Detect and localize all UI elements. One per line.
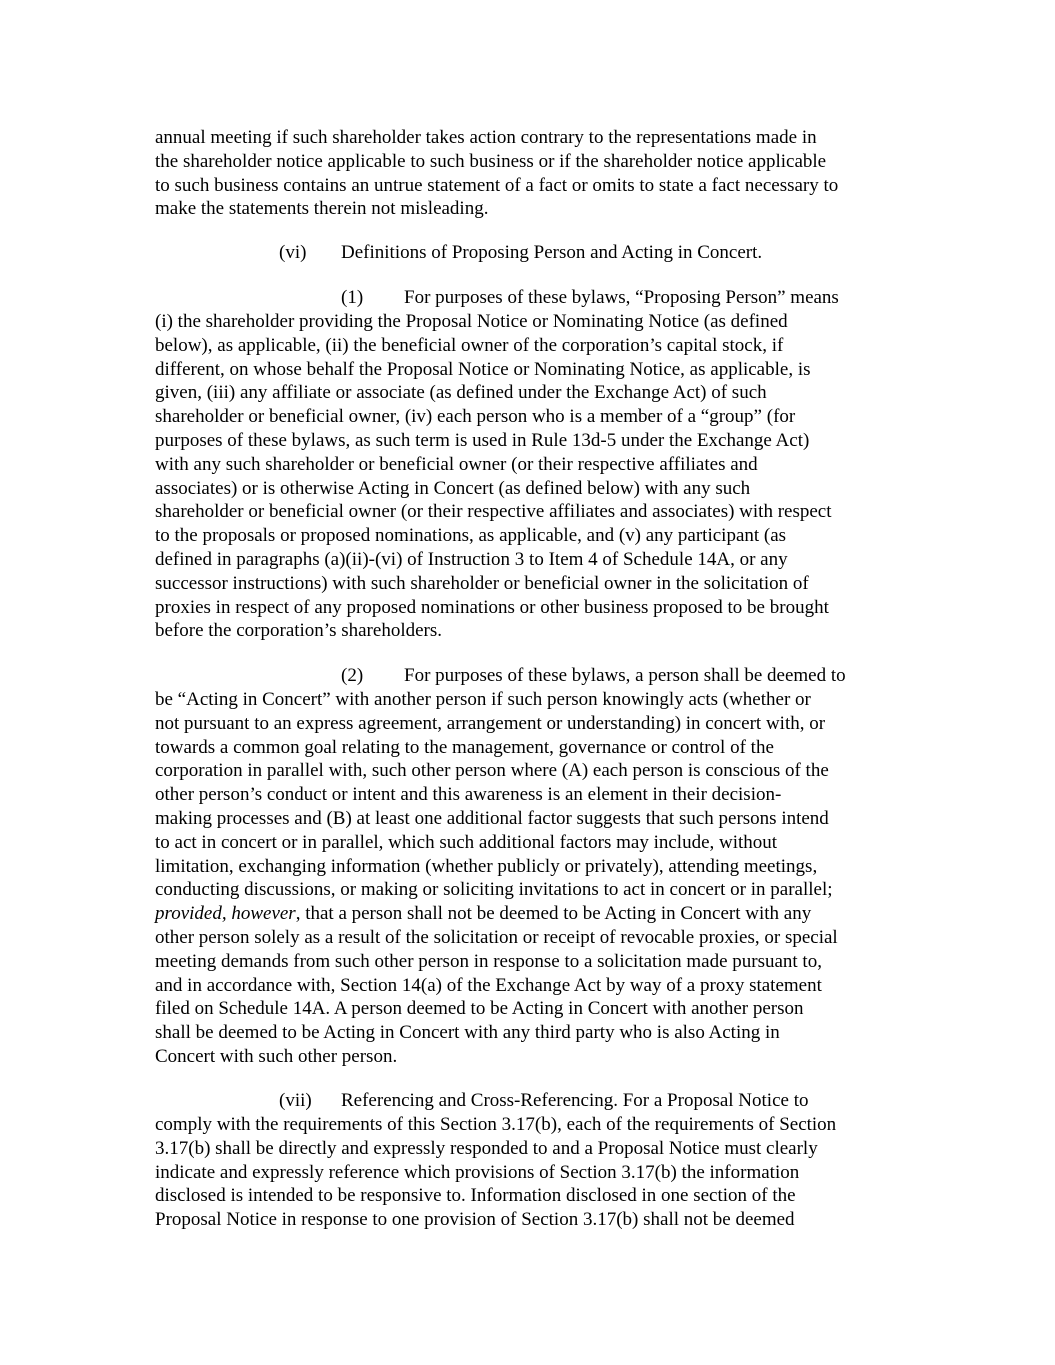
text-line: make the statements therein not misleading. — [155, 198, 489, 220]
section-vi-number: (vi) — [279, 242, 307, 263]
section-vii-paragraph — [155, 1113, 915, 1232]
text-line: below), as applicable, (ii) the beneficial owner of the corporation’s capital stock, if — [155, 334, 784, 356]
text-line: be “Acting in Concert” with another person if such person knowingly acts (whether or — [155, 689, 811, 710]
text-line: Concert with such other person. — [155, 1045, 398, 1067]
sub-2-number: (2) — [341, 665, 364, 686]
text-line: with any such shareholder or beneficial owner (or their respective affiliates and — [155, 453, 758, 475]
section-vi-title: Definitions of Proposing Person and Acting in Concert. — [341, 242, 763, 263]
sub-1-paragraph — [155, 310, 915, 643]
text-line: given, (iii) any affiliate or associate (as defined under the Exchange Act) of such — [155, 382, 767, 404]
text-line: comply with the requirements of this Section 3.17(b), each of the requirements of Section — [155, 1114, 837, 1135]
section-vii-first-line: Referencing and Cross-Referencing. For a Proposal Notice to — [341, 1090, 809, 1111]
text-line: successor instructions) with such shareholder or beneficial owner in the solicitation of — [155, 572, 809, 594]
text-line: shareholder or beneficial owner, (iv) each person who is a member of a “group” (for — [155, 406, 796, 428]
text-line-rest: , that a person shall not be deemed to be Acting in Concert with any — [295, 903, 812, 925]
text-line: limitation, exchanging information (whether publicly or privately), attending meetings, — [155, 855, 818, 877]
text-line: shareholder or beneficial owner (or their respective affiliates and associates) with respect — [155, 501, 832, 523]
text-line: indicate and expressly reference which provisions of Section 3.17(b) the information — [155, 1161, 800, 1183]
text-line-italic-mixed — [155, 902, 915, 926]
text-line: Proposal Notice in response to one provision of Section 3.17(b) shall not be deemed — [155, 1209, 795, 1231]
section-vii-number: (vii) — [279, 1090, 312, 1111]
text-line: disclosed is intended to be responsive to. Information disclosed in one section of the — [155, 1185, 796, 1207]
text-line: 3.17(b) shall be directly and expressly responded to and a Proposal Notice must clearly — [155, 1137, 818, 1159]
text-line: filed on Schedule 14A. A person deemed to be Acting in Concert with another person — [155, 998, 804, 1020]
text-line: different, on whose behalf the Proposal Notice or Nominating Notice, as applicable, is — [155, 358, 811, 380]
text-line: associates) or is otherwise Acting in Concert (as defined below) with any such — [155, 477, 751, 499]
text-line: proxies in respect of any proposed nominations or other business proposed to be brought — [155, 596, 829, 618]
text-line: other person solely as a result of the solicitation or receipt of revocable proxies, or special — [155, 926, 838, 948]
continuation-paragraph — [155, 126, 915, 221]
sub-2-paragraph — [155, 688, 915, 1069]
text-line: to such business contains an untrue statement of a fact or omits to state a fact necessary to — [155, 174, 839, 196]
text-line: corporation in parallel with, such other person where (A) each person is conscious of the — [155, 760, 829, 782]
text-line: conducting discussions, or making or soliciting invitations to act in concert or in parallel; — [155, 879, 833, 901]
text-line: meeting demands from such other person in response to a solicitation made pursuant to, — [155, 950, 822, 972]
text-line: to the proposals or proposed nominations, as applicable, and (v) any participant (as — [155, 525, 787, 547]
text-line: (i) the shareholder providing the Proposal Notice or Nominating Notice (as defined — [155, 311, 788, 332]
text-line: annual meeting if such shareholder takes action contrary to the representations made in — [155, 127, 817, 148]
sub-1-first-line: For purposes of these bylaws, “Proposing Person” means — [404, 287, 839, 308]
text-line: before the corporation’s shareholders. — [155, 620, 443, 642]
text-line: defined in paragraphs (a)(ii)-(vi) of Instruction 3 to Item 4 of Schedule 14A, or any — [155, 548, 788, 570]
text-line: other person’s conduct or intent and this awareness is an element in their decision- — [155, 784, 782, 806]
text-line: the shareholder notice applicable to such business or if the shareholder notice applicable — [155, 150, 827, 172]
sub-2-first-line: For purposes of these bylaws, a person shall be deemed to — [404, 665, 846, 686]
text-line: not pursuant to an express agreement, arrangement or understanding) in concert with, or — [155, 712, 826, 734]
text-line: towards a common goal relating to the management, governance or control of the — [155, 736, 774, 758]
text-line: making processes and (B) at least one additional factor suggests that such persons intend — [155, 807, 829, 829]
italic-phrase: provided, however — [155, 903, 296, 925]
text-line: shall be deemed to be Acting in Concert with any third party who is also Acting in — [155, 1022, 780, 1044]
sub-1-number: (1) — [341, 287, 364, 308]
text-line: and in accordance with, Section 14(a) of the Exchange Act by way of a proxy statement — [155, 974, 822, 996]
text-line: purposes of these bylaws, as such term is used in Rule 13d-5 under the Exchange Act) — [155, 429, 810, 451]
text-line: to act in concert or in parallel, which such additional factors may include, without — [155, 831, 778, 853]
